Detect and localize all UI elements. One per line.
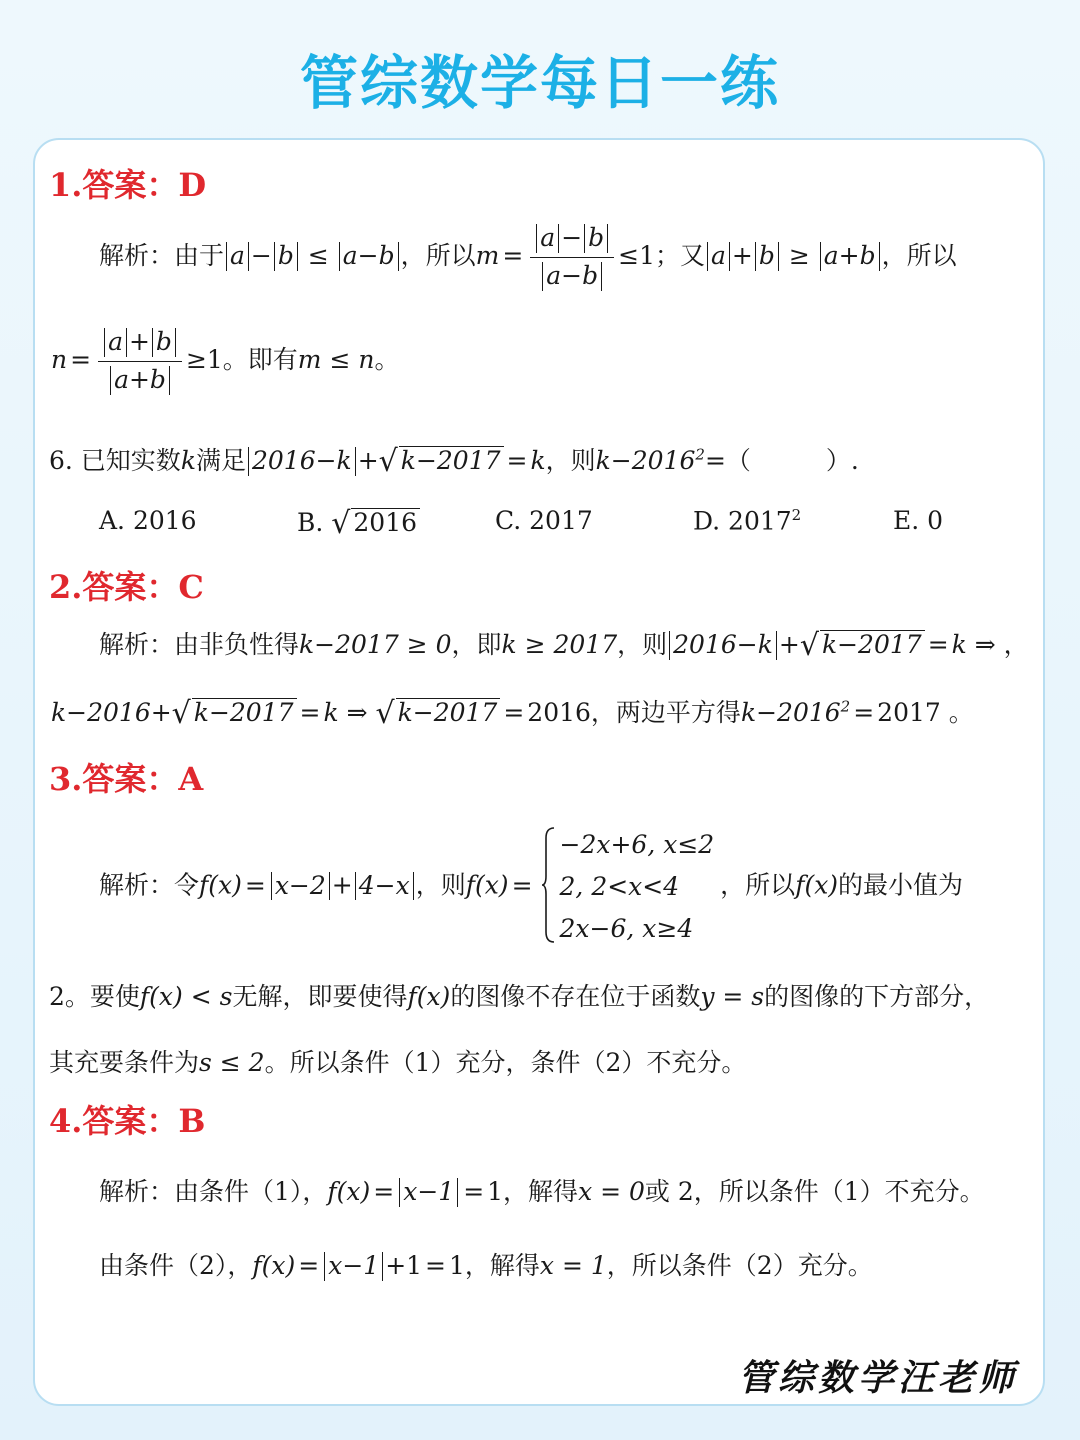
answer-heading-3: 3.答案：A (49, 760, 204, 798)
page-title: 管综数学每日一练 (299, 49, 780, 117)
q4-explanation-line2: 由条件（2），f(x) = x−1 +1 = 1，解得x = 1，所以条件（2）充分。 (99, 1251, 873, 1280)
option-d: D. 2017$^2$ (693, 506, 802, 536)
q3-explanation-line1: 解析：令f(x) = x−2 + 4−x ，则f(x) = −2x+6, x≤2 2, 2<x<4 2x−6, x≥4 ，所以f(x)的最小值为 (99, 824, 963, 950)
option-b: B. √ 2016 (297, 508, 420, 539)
question-6-stem: 6. 已知实数k满足 2016−k +√ k−2017 = k，则$k-2016^2=$（ ）. (49, 444, 859, 479)
q4-explanation-line1: 解析：由条件（1），f(x) = x−1 = 1，解得x = 0或 2，所以条件（1）不充分。 (99, 1177, 985, 1206)
option-a: A. 2016 (99, 506, 197, 535)
q3-explanation-line2: 2。要使f(x) < s无解，即要使得f(x)的图像不存在位于函数y = s的图像的下方部分， (49, 982, 990, 1011)
q2-explanation-line1: 解析：由非负性得k−2017 ≥ 0，即k ≥ 2017，则 2016−k +√ k−2017 = k ⇒ ， (99, 628, 1029, 663)
left-brace-icon (542, 826, 556, 944)
answer-heading-2: 2.答案：C (49, 568, 204, 606)
q3-explanation-line3: 其充要条件为s ≤ 2。所以条件（1）充分，条件（2）不充分。 (49, 1048, 747, 1077)
author-signature: 管综数学汪老师 (737, 1358, 1018, 1399)
option-c: C. 2017 (495, 506, 593, 535)
content-card (33, 138, 1045, 1406)
option-e: E. 0 (893, 506, 944, 535)
q1-explanation-line1: 解析：由于 a − b ≤ a−b ，所以m = $\frac{a - b}{a-b}$ ≤1；又 a + b ≥ a+b ，所以 (99, 223, 957, 290)
piecewise-function: −2x+6, x≤2 2, 2<x<4 2x−6, x≥4 (542, 824, 715, 950)
answer-heading-1: 1.答案：D (49, 166, 207, 204)
q1-explanation-line2: n = $\frac{a + b}{a+b}$ ≥1。即有m ≤ n。 (51, 327, 400, 394)
answer-heading-4: 4.答案：B (49, 1102, 206, 1140)
q2-explanation-line2: k−2016+√ k−2017 = k ⇒ √ k−2017 = 2016，两边平方得$k-2016^2 = 2017$ 。 (51, 696, 974, 731)
